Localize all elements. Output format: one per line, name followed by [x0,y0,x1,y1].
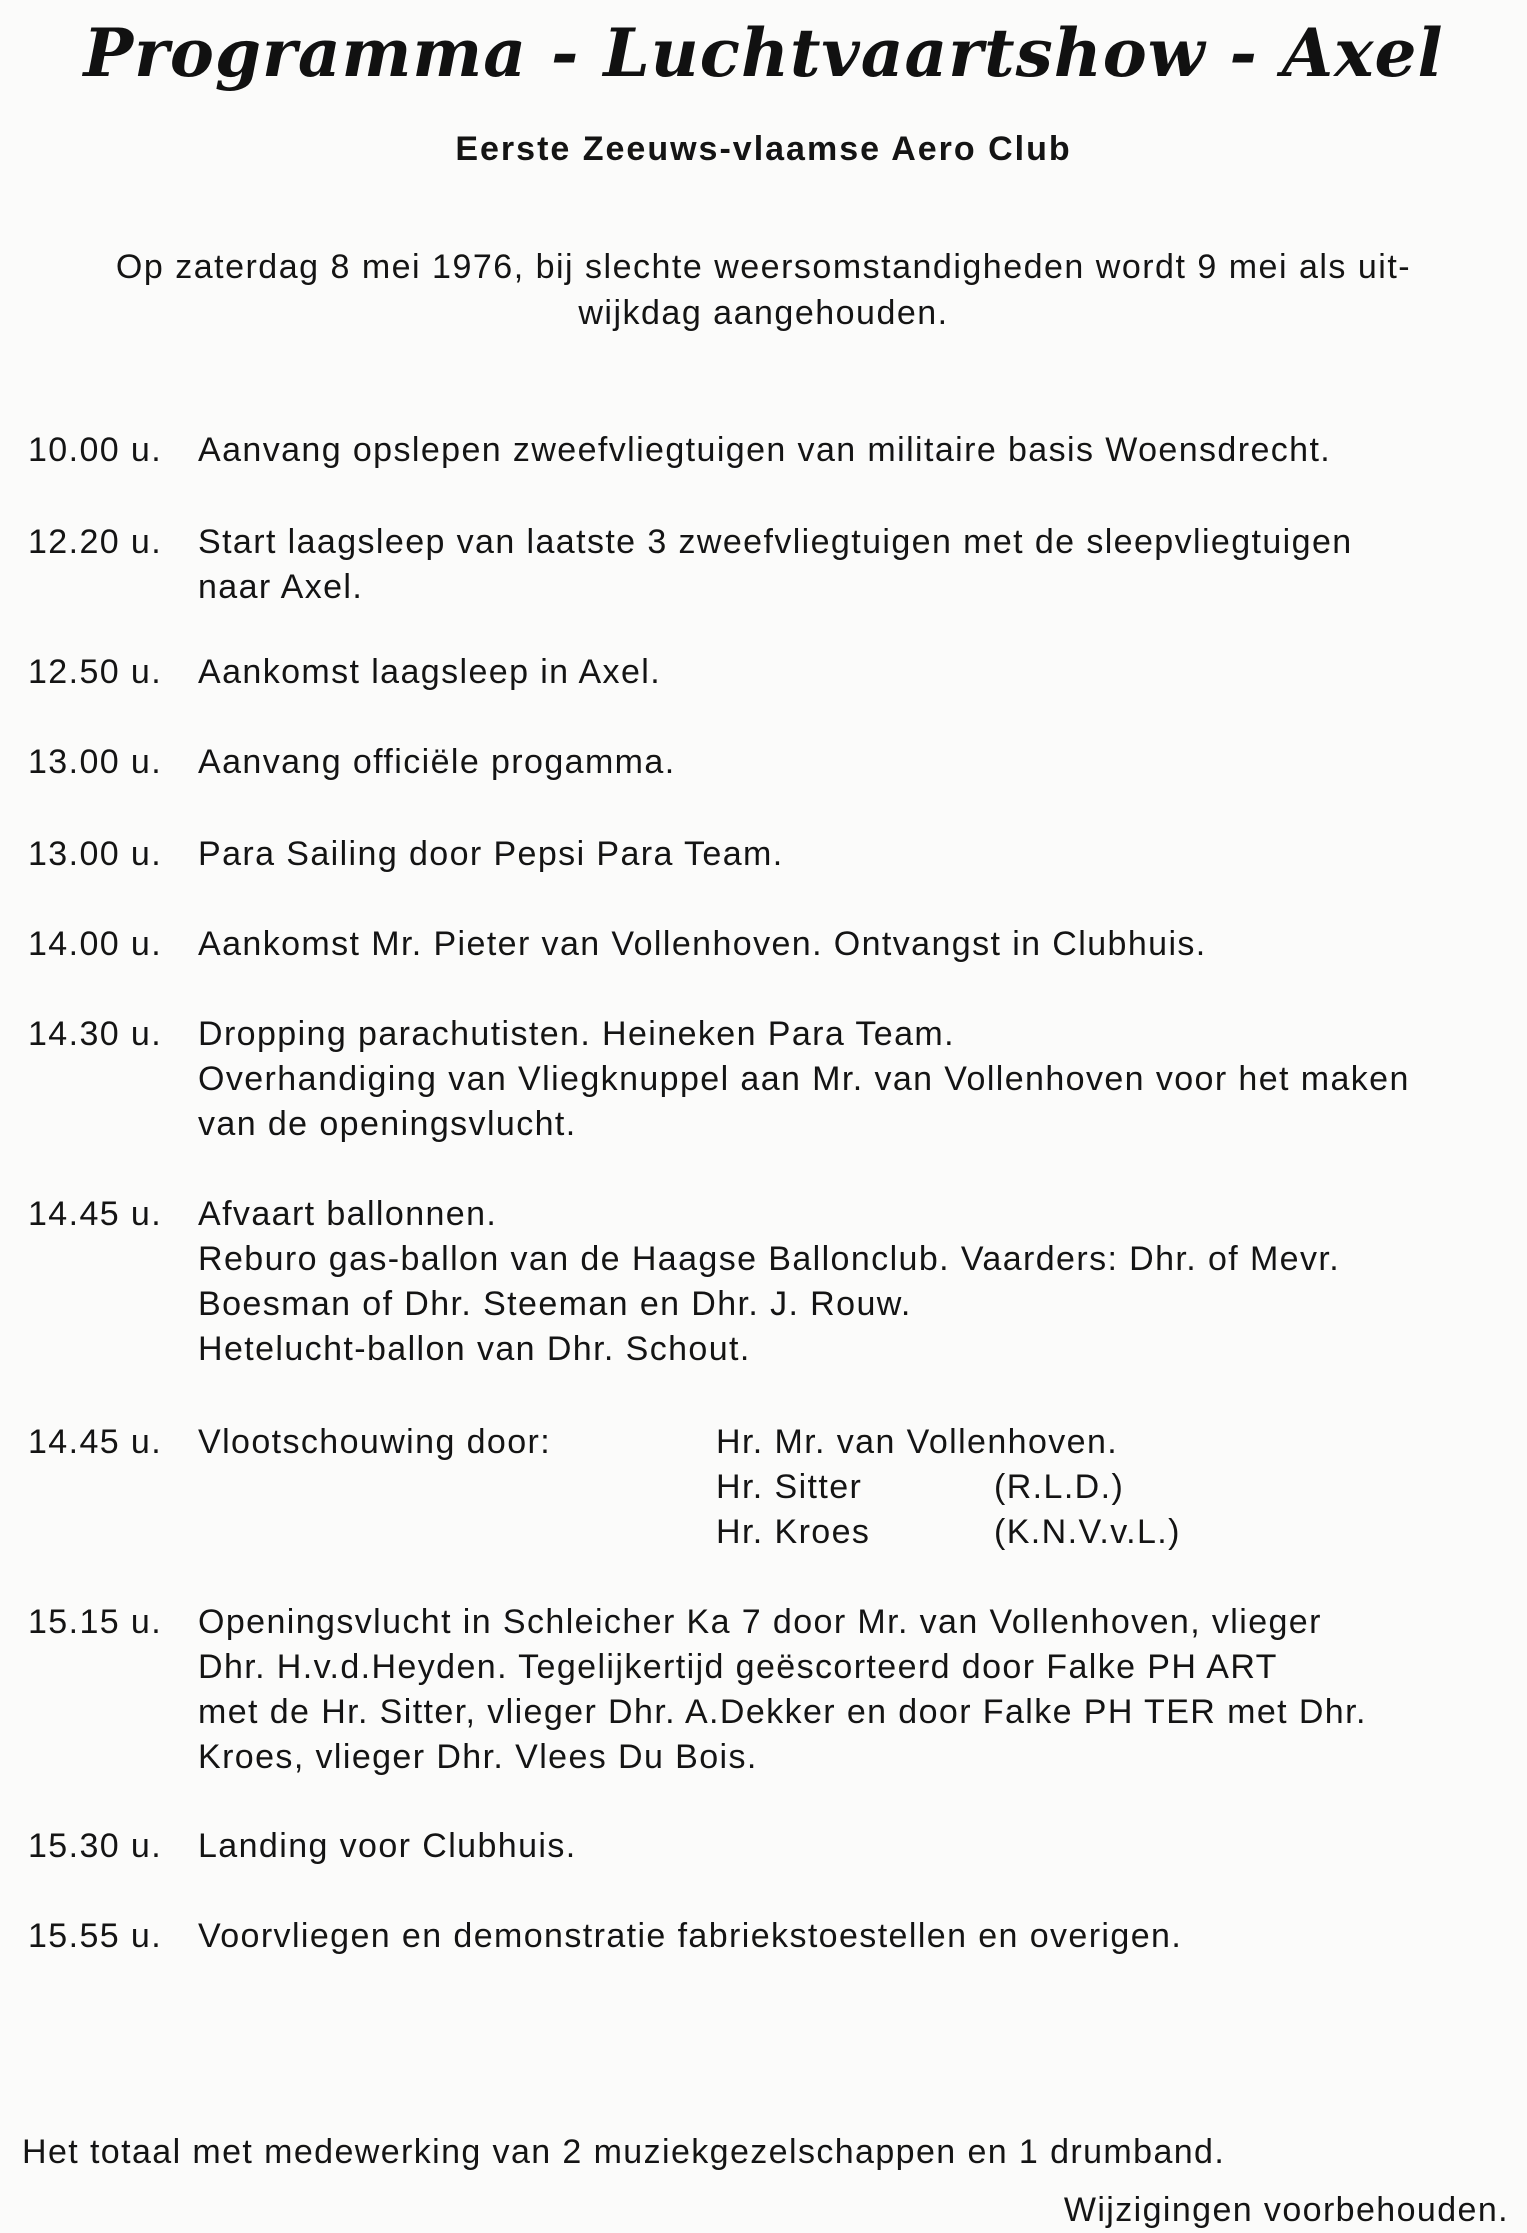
entry-line: Dhr. H.v.d.Heyden. Tegelijkertijd geëscorteerd door Falke PH ART [198,1648,1278,1686]
intro-paragraph [30,244,1497,336]
entry-line: Hetelucht-ballon van Dhr. Schout. [198,1330,751,1368]
entry-description [198,1012,1410,1147]
intro-line: Op zaterdag 8 mei 1976, bij slechte weersomstandigheden wordt 9 mei als uit- [115,248,1412,286]
entry-line: Start laagsleep van laatste 3 zweefvliegtuigen met de sleepvliegtuigen [198,523,1353,561]
official-name: Hr. Sitter [716,1468,863,1506]
official-name: Hr. Mr. van Vollenhoven. [716,1423,1119,1461]
entry-description [198,740,676,785]
entry-time: 15.15 u. [28,1603,163,1641]
entry-line: Reburo gas-ballon van de Haagse Ballonclub. Vaarders: Dhr. of Mevr. [198,1240,1341,1278]
entry-description [198,428,1331,473]
entry-description [198,1824,577,1869]
entry-time: 14.45 u. [28,1423,163,1461]
entry-line: met de Hr. Sitter, vlieger Dhr. A.Dekker en door Falke PH TER met Dhr. [198,1693,1367,1731]
entry-line: Overhandiging van Vliegknuppel aan Mr. van Vollenhoven voor het maken [198,1060,1410,1098]
entry-description [198,650,661,695]
entry-line: Aankomst Mr. Pieter van Vollenhoven. Ontvangst in Clubhuis. [198,925,1207,963]
entry-line: Vlootschouwing door: [198,1423,552,1461]
official-name: Hr. Kroes [716,1513,871,1551]
entry-time: 12.50 u. [28,653,163,691]
entry-time: 13.00 u. [28,835,163,873]
entry-description [198,1914,1182,1959]
entry-line: Landing voor Clubhuis. [198,1827,577,1865]
entry-description [198,520,1353,610]
entry-description [198,1192,1340,1372]
entry-time: 10.00 u. [28,431,163,469]
entry-time: 15.30 u. [28,1827,163,1865]
entry-line: Afvaart ballonnen. [198,1195,498,1233]
page-title: Programma - Luchtvaartshow - Axel [83,14,1444,92]
entry-line: Aanvang officiële progamma. [198,743,676,781]
entry-time: 15.55 u. [28,1917,163,1955]
official-organization: (K.N.V.v.L.) [994,1513,1181,1551]
entry-time: 12.20 u. [28,523,163,561]
entry-line: Voorvliegen en demonstratie fabriekstoestellen en overigen. [198,1917,1183,1955]
entry-description [198,922,1207,967]
disclaimer-note: Wijzigingen voorbehouden. [1063,2191,1509,2229]
footer-note: Het totaal met medewerking van 2 muziekgezelschappen en 1 drumband. [22,2133,1226,2171]
entry-description [198,1600,1367,1780]
entry-line: Boesman of Dhr. Steeman en Dhr. J. Rouw. [198,1285,912,1323]
entry-line: Aankomst laagsleep in Axel. [198,653,662,691]
entry-line: naar Axel. [198,568,364,606]
intro-line: wijkdag aangehouden. [578,294,949,332]
official-organization: (R.L.D.) [994,1468,1125,1506]
entry-line: Kroes, vlieger Dhr. Vlees Du Bois. [198,1738,758,1776]
entry-line: van de openingsvlucht. [198,1105,577,1143]
entry-time: 14.45 u. [28,1195,163,1233]
entry-description [198,1420,551,1465]
entry-line: Dropping parachutisten. Heineken Para Team. [198,1015,955,1053]
entry-line: Openingsvlucht in Schleicher Ka 7 door Mr. van Vollenhoven, vlieger [198,1603,1322,1641]
entry-line: Para Sailing door Pepsi Para Team. [198,835,784,873]
entry-time: 13.00 u. [28,743,163,781]
entry-time: 14.00 u. [28,925,163,963]
entry-description [198,832,784,877]
entry-time: 14.30 u. [28,1015,163,1053]
entry-line: Aanvang opslepen zweefvliegtuigen van militaire basis Woensdrecht. [198,431,1332,469]
club-name: Eerste Zeeuws-vlaamse Aero Club [455,130,1072,168]
